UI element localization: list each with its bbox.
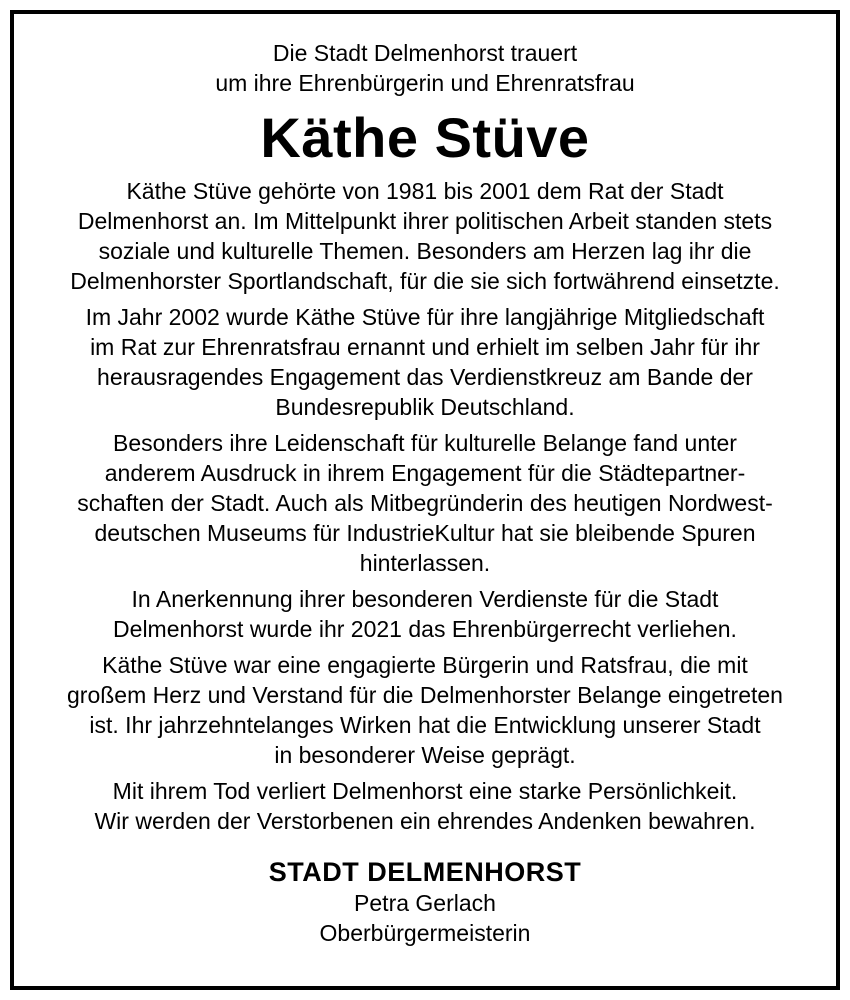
paragraph-honors [14,302,836,422]
text-line: In Anerkennung ihrer besonderen Verdienste für die Stadt [131,586,719,612]
text-line: Im Jahr 2002 wurde Käthe Stüve für ihre langjährige Mitgliedschaft [85,304,765,330]
paragraph-culture [14,428,836,578]
text-line: anderem Ausdruck in ihrem Engagement für die Städtepartner- [104,460,746,486]
text-line: schaften der Stadt. Auch als Mitbegründerin des heutigen Nordwest- [77,490,773,516]
paragraph-closing [14,776,836,836]
paragraph-council [14,176,836,296]
text-line: herausragendes Engagement das Verdienstkreuz am Bande der [97,364,753,390]
text-line: Besonders ihre Leidenschaft für kulturelle Belange fand unter [113,430,737,456]
text-line: hinterlassen. [359,550,491,576]
text-line: in besonderer Weise geprägt. [274,742,576,768]
deceased-name: Käthe Stüve [260,106,590,169]
paragraph-tribute [14,650,836,770]
intro-line: um ihre Ehrenbürgerin und Ehrenratsfrau [215,70,635,96]
text-line: Mit ihrem Tod verliert Delmenhorst eine starke Persönlichkeit. [112,778,738,804]
text-line: Delmenhorster Sportlandschaft, für die sie sich fortwährend einsetzte. [70,268,780,294]
text-line: großem Herz und Verstand für die Delmenhorster Belange eingetreten [67,682,783,708]
text-line: Käthe Stüve war eine engagierte Bürgerin und Ratsfrau, die mit [102,652,748,678]
text-line: Bundesrepublik Deutschland. [275,394,575,420]
signature-organization: STADT DELMENHORST [268,857,582,887]
intro-line: Die Stadt Delmenhorst trauert [272,40,578,66]
intro-text [14,38,836,98]
text-line: im Rat zur Ehrenratsfrau ernannt und erhielt im selben Jahr für ihr [90,334,760,360]
text-line: soziale und kulturelle Themen. Besonders am Herzen lag ihr die [98,238,752,264]
text-line: Käthe Stüve gehörte von 1981 bis 2001 dem Rat der Stadt [126,178,724,204]
signature-person: Petra Gerlach [354,890,496,916]
paragraph-citizenship [14,584,836,644]
text-line: deutschen Museums für IndustrieKultur hat sie bleibende Spuren [94,520,756,546]
text-line: ist. Ihr jahrzehntelanges Wirken hat die Entwicklung unserer Stadt [89,712,761,738]
text-line: Delmenhorst wurde ihr 2021 das Ehrenbürgerrecht verliehen. [113,616,737,642]
text-line: Delmenhorst an. Im Mittelpunkt ihrer politischen Arbeit standen stets [77,208,773,234]
signature-role: Oberbürgermeisterin [319,920,531,946]
obituary-notice [10,10,840,990]
text-line: Wir werden der Verstorbenen ein ehrendes Andenken bewahren. [94,808,756,834]
